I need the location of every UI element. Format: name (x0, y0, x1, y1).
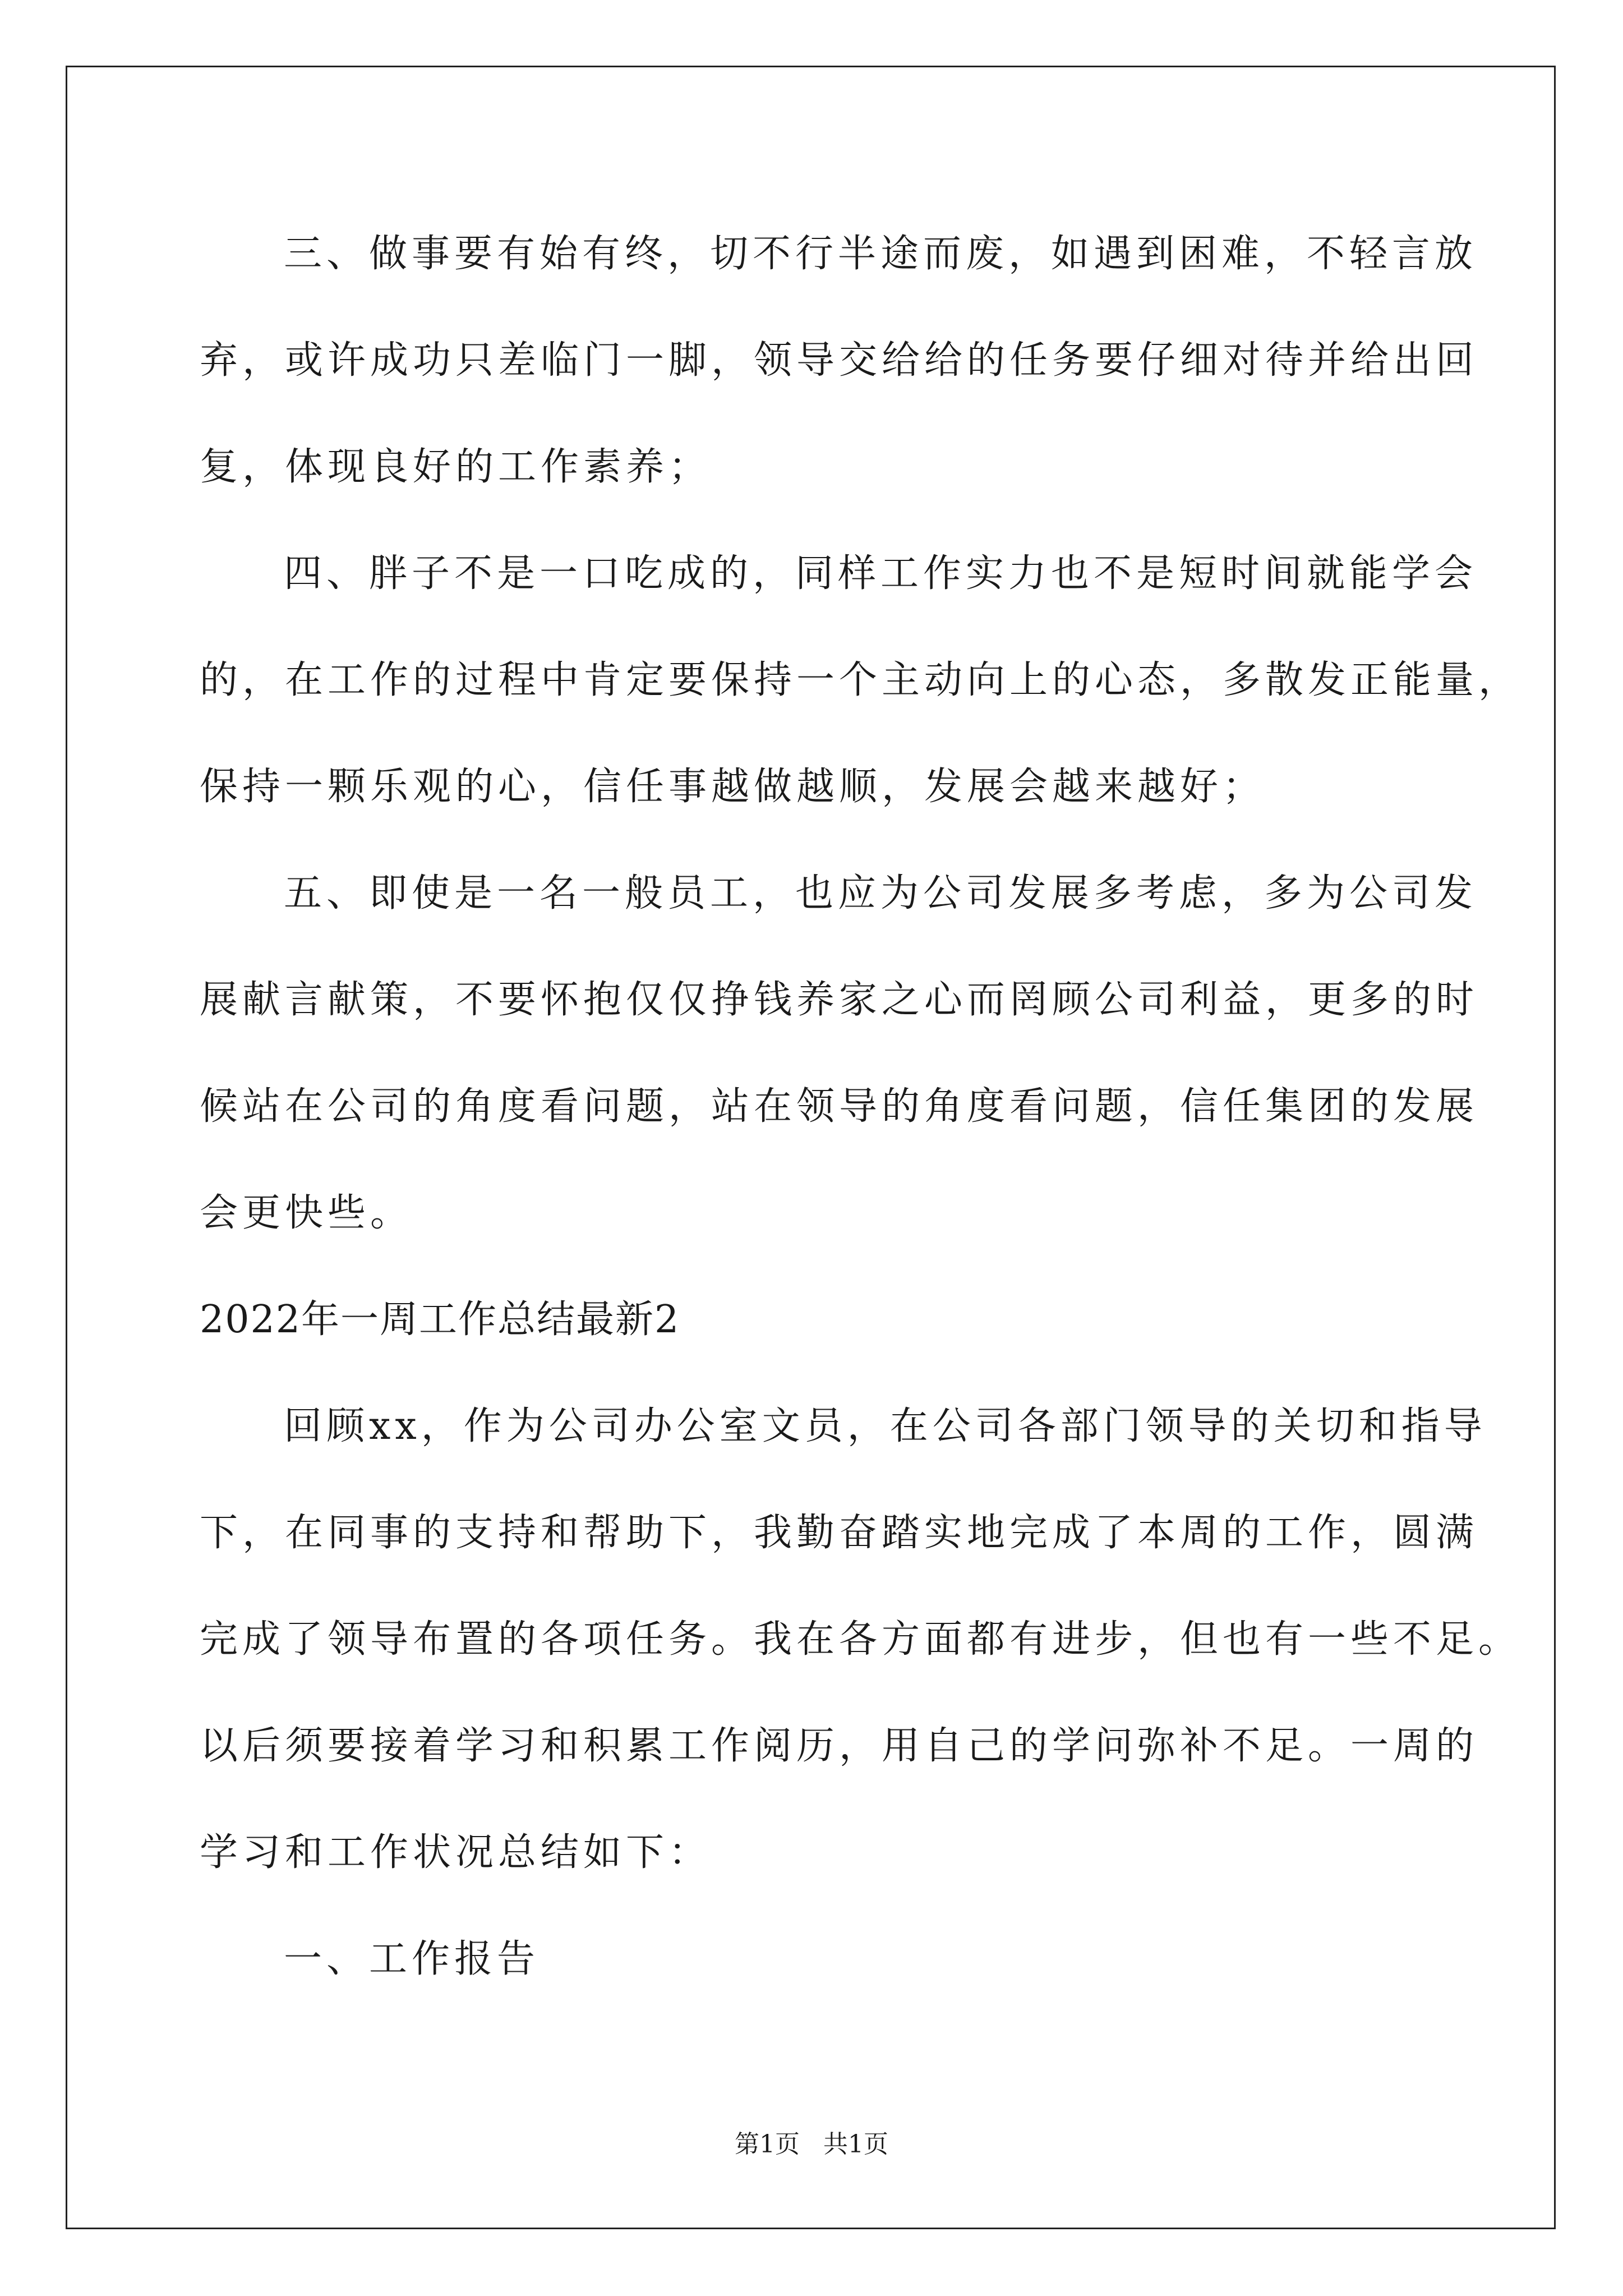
section-heading: 2022年一周工作总结最新2 (200, 1297, 680, 1342)
paragraph-4-line-3: 保持一颗乐观的心，信任事越做越顺，发展会越来越好； (200, 765, 1266, 809)
paragraph-review-line-4: 以后须要接着学习和积累工作阅历，用自己的学问弥补不足。一周的 (200, 1724, 1479, 1768)
paragraph-4-line-2: 的，在工作的过程中肯定要保持一个主动向上的心态，多散发正能量， (200, 658, 1521, 702)
paragraph-5-line-4: 会更快些。 (200, 1191, 413, 1235)
paragraph-review-line-3: 完成了领导布置的各项任务。我在各方面都有进步，但也有一些不足。 (200, 1617, 1521, 1662)
page-border (66, 66, 1556, 2229)
paragraph-review-line-2: 下，在同事的支持和帮助下，我勤奋踏实地完成了本周的工作，圆满 (200, 1511, 1479, 1555)
paragraph-3-line-3: 复，体现良好的工作素养； (200, 445, 712, 489)
paragraph-5-line-1: 五、即使是一名一般员工，也应为公司发展多考虑，多为公司发 (284, 871, 1478, 915)
paragraph-3-line-1: 三、做事要有始有终，切不行半途而废，如遇到困难，不轻言放 (284, 232, 1478, 276)
paragraph-review-line-5: 学习和工作状况总结如下： (200, 1830, 712, 1875)
paragraph-4-line-1: 四、胖子不是一口吃成的，同样工作实力也不是短时间就能学会 (284, 551, 1478, 596)
paragraph-5-line-2: 展献言献策，不要怀抱仅仅挣钱养家之心而罔顾公司利益，更多的时 (200, 978, 1479, 1022)
page-footer: 第1页 共1页 (735, 2130, 888, 2159)
paragraph-3-line-2: 弃，或许成功只差临门一脚，领导交给给的任务要仔细对待并给出回 (200, 338, 1479, 383)
paragraph-5-line-3: 候站在公司的角度看问题，站在领导的角度看问题，信任集团的发展 (200, 1084, 1479, 1129)
subsection-heading: 一、工作报告 (284, 1937, 540, 1981)
paragraph-review-line-1: 回顾xx，作为公司办公室文员，在公司各部门领导的关切和指导 (284, 1404, 1487, 1448)
